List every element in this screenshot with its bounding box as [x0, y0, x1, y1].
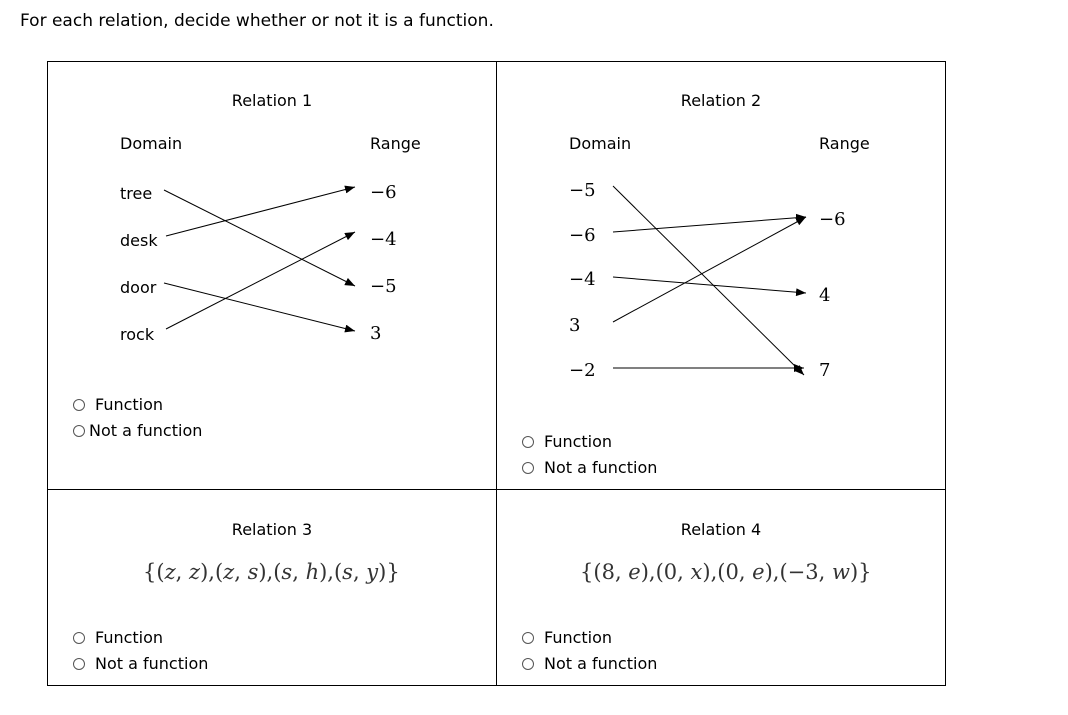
relation-2-option-not-function[interactable]	[522, 458, 657, 477]
instructions: For each relation, decide whether or not it is a function.	[20, 11, 494, 31]
relation-4-set: {(8, e),(0, x),(0, e),(−3, w)}	[580, 560, 872, 584]
relation-1-domain-item: rock	[120, 325, 155, 344]
relation-4-option-function[interactable]	[522, 628, 612, 647]
pair-x: s	[342, 560, 353, 584]
relation-2-domain-item: −2	[569, 360, 596, 381]
relation-2-domain-item: −5	[569, 180, 596, 201]
relation-4-title: Relation 4	[680, 520, 762, 539]
pair-x: 8	[601, 560, 615, 584]
relation-2-range-item: 7	[819, 360, 831, 381]
relation-2-arrow	[613, 217, 806, 232]
relation-3-set: {(z, z),(z, s),(s, h),(s, y)}	[143, 560, 400, 584]
option-label: Function	[544, 432, 613, 451]
radio-button[interactable]	[522, 436, 534, 448]
option-label: Not a function	[544, 654, 658, 673]
pair-y: h	[305, 560, 320, 584]
pair-y: z	[189, 560, 201, 584]
relation-1-range-item: −6	[370, 182, 397, 203]
option-label: Not a function	[95, 654, 209, 673]
radio-button[interactable]	[73, 658, 85, 670]
relation-2-arrow	[613, 277, 806, 293]
relation-1-range-item: 3	[370, 323, 382, 344]
relation-1-title: Relation 1	[231, 91, 313, 110]
relation-3-option-not-function[interactable]	[73, 654, 208, 673]
pair-y: w	[832, 560, 850, 584]
relation-3-title: Relation 3	[231, 520, 313, 539]
relation-2-arrow	[613, 217, 806, 322]
radio-button[interactable]	[522, 632, 534, 644]
relation-2-range-item: 4	[819, 285, 831, 306]
relation-2-title: Relation 2	[680, 91, 762, 110]
pair-x: 0	[725, 560, 739, 584]
relation-1-domain-item: tree	[120, 184, 153, 203]
option-label: Not a function	[544, 458, 658, 477]
relation-1-range-item: −4	[370, 229, 397, 250]
radio-button[interactable]	[522, 658, 534, 670]
option-label: Function	[95, 395, 164, 414]
relation-2-option-function[interactable]	[522, 432, 612, 451]
relation-2-domain-header: Domain	[569, 134, 632, 153]
option-label: Function	[95, 628, 164, 647]
relation-2-domain-item: 3	[569, 315, 581, 336]
relation-1-range-item: −5	[370, 276, 397, 297]
pair-x: z	[164, 560, 176, 584]
pair-y: e	[752, 560, 765, 584]
radio-button[interactable]	[522, 462, 534, 474]
radio-button[interactable]	[73, 632, 85, 644]
relation-4-option-not-function[interactable]	[522, 654, 657, 673]
relation-2-domain-item: −4	[569, 269, 596, 290]
pair-y: e	[628, 560, 641, 584]
relation-1-domain-item: desk	[120, 231, 158, 250]
pair-y: y	[366, 560, 379, 584]
relation-1-range-header: Range	[370, 134, 421, 153]
relation-2-domain-item: −6	[569, 225, 596, 246]
relation-3-option-function[interactable]	[73, 628, 163, 647]
relation-2-range-header: Range	[819, 134, 870, 153]
pair-y: x	[690, 560, 703, 584]
pair-x: −3	[787, 560, 819, 584]
pair-x: s	[281, 560, 293, 584]
relation-1-domain-item: door	[120, 278, 157, 297]
option-label: Not a function	[89, 421, 203, 440]
relation-2-range-item: −6	[819, 209, 846, 230]
pair-y: s	[247, 560, 259, 584]
pair-x: 0	[663, 560, 678, 584]
pair-x: z	[223, 560, 235, 584]
relation-1-domain-header: Domain	[120, 134, 183, 153]
option-label: Function	[544, 628, 613, 647]
relation-2-arrow	[613, 186, 804, 375]
